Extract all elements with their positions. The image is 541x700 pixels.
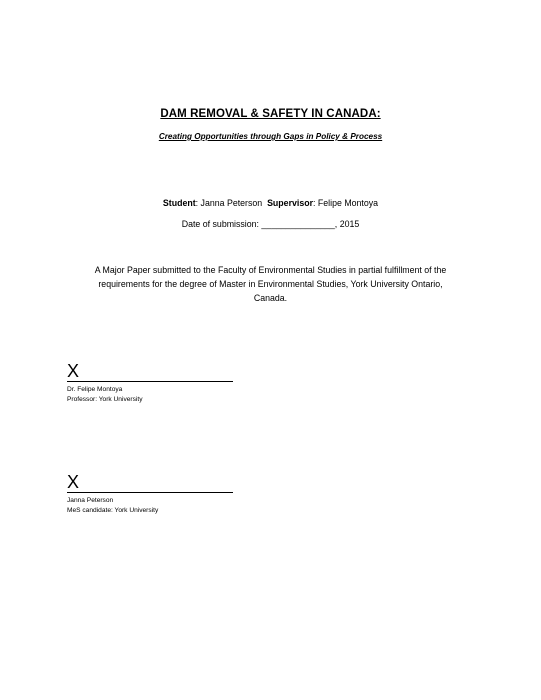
student-label: Student xyxy=(162,198,196,208)
signature-mark: X xyxy=(67,361,80,381)
submission-statement xyxy=(0,263,541,305)
signature-line xyxy=(67,492,233,493)
signer-name: Dr. Felipe Montoya xyxy=(67,386,123,393)
document-title: DAM REMOVAL & SAFETY IN CANADA: xyxy=(160,108,381,120)
signer-role: Professor: York University xyxy=(67,396,143,403)
student-name: : Janna Peterson xyxy=(195,198,263,208)
signer-name: Janna Peterson xyxy=(67,497,114,504)
signature-block-supervisor xyxy=(67,362,233,405)
signature-line xyxy=(67,381,233,382)
statement-line: requirements for the degree of Master in Environmental Studies, York University Ontario, xyxy=(98,279,443,289)
signature-block-student xyxy=(67,473,233,516)
statement-line: A Major Paper submitted to the Faculty of Environmental Studies in partial fulfillment of the xyxy=(94,265,447,275)
supervisor-name: : Felipe Montoya xyxy=(313,198,379,208)
signature-mark: X xyxy=(67,472,80,492)
signer-role: MeS candidate: York University xyxy=(67,507,159,514)
submission-date-line: Date of submission: _______________, 2015 xyxy=(181,219,360,229)
statement-line: Canada. xyxy=(253,293,288,303)
document-subtitle: Creating Opportunities through Gaps in Policy & Process xyxy=(158,132,383,141)
supervisor-label: Supervisor xyxy=(267,198,314,208)
student-supervisor-line xyxy=(0,198,541,208)
